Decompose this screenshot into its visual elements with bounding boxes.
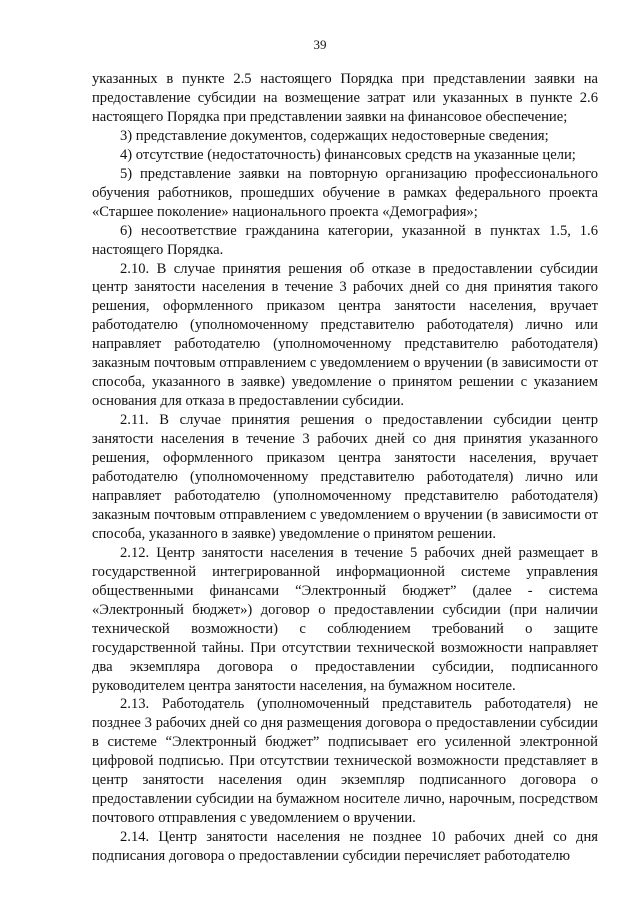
clause-2-13: 2.13. Работодатель (уполномоченный представитель работодателя) не позднее 3 рабочих дней со дня размещения договора о предоставлении субсидии в системе “Электронный бюджет” подписывает его усиленной электронной цифровой подписью. При отсутствии технической возможности представляет в центр занятости населения один экземпляр подписанного договора о предоставлении субсидии на бумажном носителе лично, нарочным, посредством почтового отправления с уведомлением о вручении. [92, 696, 598, 827]
list-item-6: 6) несоответствие гражданина категории, указанной в пунктах 1.5, 1.6 настоящего Порядка. [92, 222, 598, 258]
clause-2-12: 2.12. Центр занятости населения в течение 5 рабочих дней размещает в государственной интегрированной информационной системе управления общественными финансами “Электронный бюджет” (далее - система «Электронный бюджет») договор о предоставлении субсидии (при наличии технической возможности) с соблюдением требований о защите государственной тайны. При отсутствии технической возможности направляет два экземпляра договора о предоставлении субсидии, подписанного руководителем центра занятости населения, на бумажном носителе. [92, 544, 598, 694]
clause-2-11: 2.11. В случае принятия решения о предоставлении субсидии центр занятости населения в течение 3 рабочих дней со дня принятия указанного решения, оформленного приказом центра занятости населения, вручает работодателю (уполномоченному представителю работодателя) лично или направляет работодателю (уполномоченному представителю работодателя) заказным почтовым отправлением с уведомлением о вручении (в зависимости от способа, указанного в заявке) уведомление о принятом решении. [92, 412, 598, 542]
page-number: 39 [313, 37, 327, 52]
list-item-3: 3) представление документов, содержащих недостоверные сведения; [120, 127, 549, 144]
clause-2-14: 2.14. Центр занятости населения не позднее 10 рабочих дней со дня подписания договора о предоставлении субсидии перечисляет работодателю [92, 829, 598, 865]
clause-2-10: 2.10. В случае принятия решения об отказе в предоставлении субсидии центр занятости населения в течение 3 рабочих дней со дня принятия такого решения, оформленного приказом центра занятости населения, вручает работодателю (уполномоченному представителю работодателя) лично или направляет работодателю (уполномоченному представителю работодателя) заказным почтовым отправлением с уведомлением о вручении (в зависимости от способа, указанного в заявке) уведомление о принятом решении с указанием основания для отказа в предоставлении субсидии. [92, 260, 598, 410]
list-item-5: 5) представление заявки на повторную организацию профессионального обучения работников, прошедших обучение в рамках федерального проекта «Старшее поколение» национального проекта «Демография»; [92, 165, 598, 220]
paragraph-continuation: указанных в пункте 2.5 настоящего Порядка при представлении заявки на предоставление субсидии на возмещение затрат или указанных в пункте 2.6 настоящего Порядка при представлении заявки на финансовое обеспечение; [92, 71, 598, 125]
document-body [92, 70, 598, 866]
list-item-4: 4) отсутствие (недостаточность) финансовых средств на указанные цели; [120, 146, 576, 163]
